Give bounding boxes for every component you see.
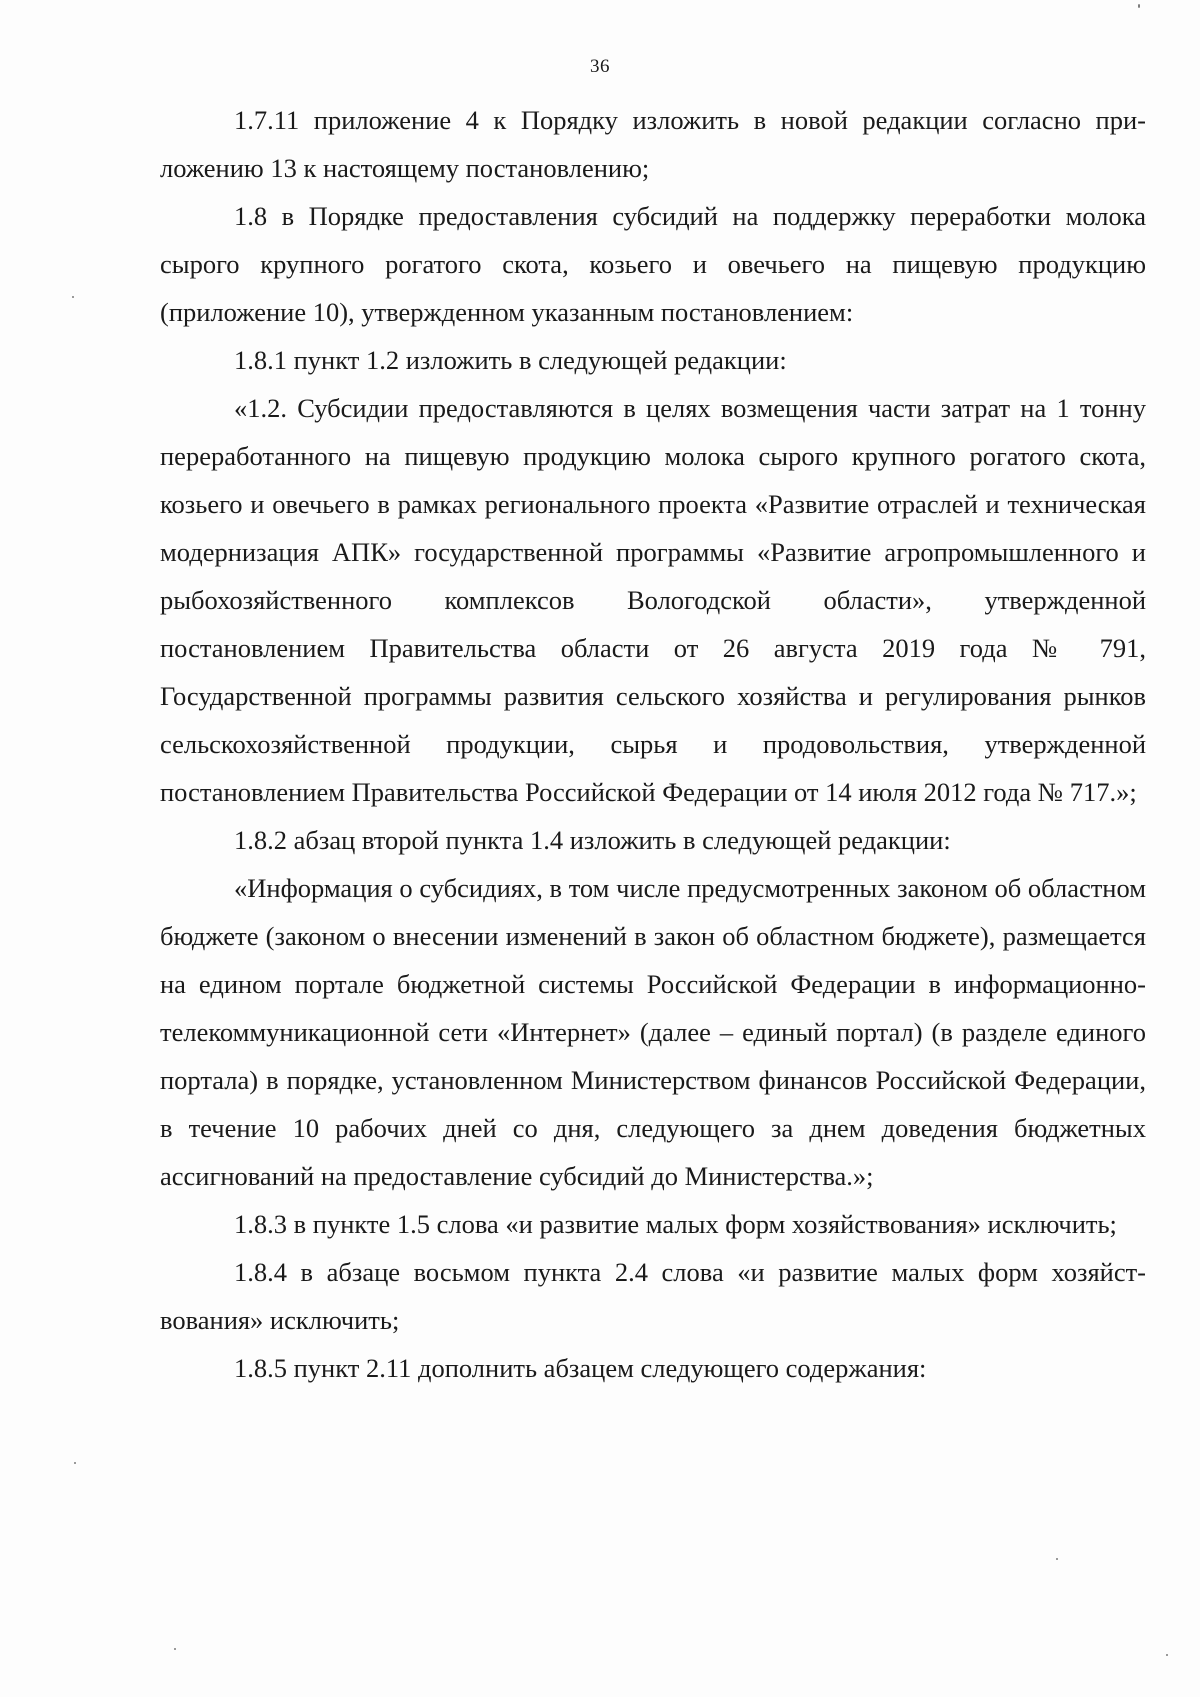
paragraph-1-8-5: 1.8.5 пункт 2.11 дополнить абзацем следующего содержания: xyxy=(234,1353,927,1383)
paragraph-1-8-1: 1.8.1 пункт 1.2 изложить в следующей редакции: xyxy=(234,345,787,375)
paragraph-1-8-2: 1.8.2 абзац второй пункта 1.4 изложить в следующей редакции: xyxy=(234,825,951,855)
scan-speck xyxy=(174,1648,176,1650)
paragraph-quote-info: «Информация о субсидиях, в том числе предусмотренных законом об областном бюджете (законом о внесении изменений в закон об областном бюджете), размещается на едином портале бюджетной системы Российской Федерации в информационно-телекоммуникационной сети «Интернет» (далее – единый портал) (в разделе единого портала) в порядке, установленном Министерством финансов Российской Федерации, в течение 10 рабочих дней со дня, следующего за днем доведения бюджетных ассигнований на предоставление субсидий до Министерства.»; xyxy=(160,873,1146,1191)
paragraph-1-8-3: 1.8.3 в пункте 1.5 слова «и развитие малых форм хозяйствования» исключить; xyxy=(234,1209,1117,1239)
paragraph-1-7-11: 1.7.11 приложение 4 к Порядку изложить в новой редакции согласно приложению 13 к настоящему постановлению; xyxy=(160,105,1146,183)
scan-speck xyxy=(1056,1558,1058,1560)
scan-speck xyxy=(74,1462,76,1464)
paragraph-quote-1-2: «1.2. Субсидии предоставляются в целях возмещения части затрат на 1 тонну переработанного на пищевую продукцию молока сырого крупного рогатого скота, козьего и овечьего в рамках регионального проекта «Развитие отраслей и техническая модернизация АПК» государственной программы «Развитие агропромышленного и рыбохозяйственного комплексов Вологодской области», утвержденной постановлением Правительства области от 26 августа 2019 года № 791, Государственной программы развития сельского хозяйства и регулирования рынков сельскохозяйственной продукции, сырья и продовольствия, утвержденной постановлением Правительства Российской Федерации от 14 июля 2012 года № 717.»; xyxy=(160,393,1146,807)
page-number: 36 xyxy=(590,56,610,77)
scan-speck xyxy=(72,296,74,298)
document-body xyxy=(160,96,1146,1392)
scan-speck xyxy=(1166,1654,1168,1656)
scan-speck xyxy=(1138,4,1140,8)
paragraph-1-8: 1.8 в Порядке предоставления субсидий на поддержку переработки молока сырого крупного рогатого скота, козьего и овечьего на пищевую продукцию (приложение 10), утвержденном указанным постановлением: xyxy=(160,201,1146,327)
paragraph-1-8-4: 1.8.4 в абзаце восьмом пункта 2.4 слова «и развитие малых форм хозяйствования» исключить; xyxy=(160,1257,1146,1335)
